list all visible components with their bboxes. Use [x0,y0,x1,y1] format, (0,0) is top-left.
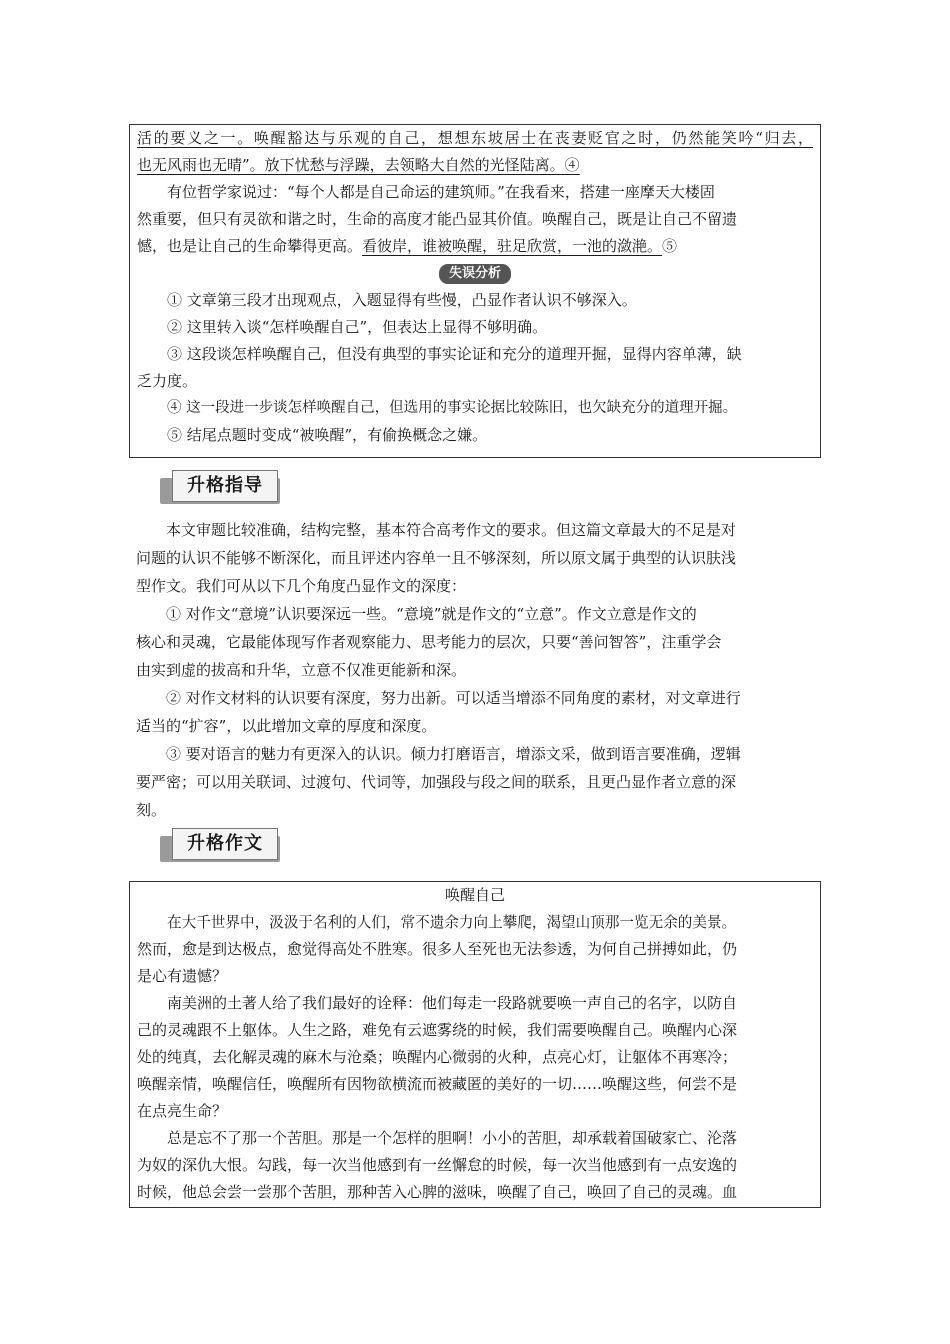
text-line: 时候，他总会尝一尝那个苦胆，那种苦入心脾的滋味，唤醒了自己，唤回了自己的灵魂。血 [137,1183,738,1201]
text-line: 由实到虚的拔高和升华，立意不仅准更能新和深。 [136,661,467,679]
analysis-item: ③ 这段谈怎样唤醒自己，但没有典型的事实论证和充分的道理开掘，显得内容单薄，缺 [167,345,742,363]
section-title: 升格作文 [172,828,278,860]
text-line: 问题的认识不能够不断深化，而且评述内容单一且不够深刻，所以原文属于典型的认识肤浅 [136,549,737,567]
text-line: 要严密；可以用关联词、过渡句、代词等，加强段与段之间的联系，且更凸显作者立意的深 [136,773,737,791]
text-line: 南美洲的土著人给了我们最好的诠释：他们每走一段路就要唤一声自己的名字，以防自 [167,994,738,1012]
marker-number: ⑤ [662,237,678,255]
text-line: 己的灵魂跟不上躯体。人生之路，难免有云遮雾绕的时候，我们需要唤醒自己。唤醒内心深 [137,1021,738,1039]
text-line: 适当的“扩容”，以此增加文章的厚度和深度。 [136,717,437,735]
text-line: 有位哲学家说过：“每个人都是自己命运的建筑师。”在我看来，搭建一座摩天大楼固 [167,183,715,201]
text-line: ① 对作文“意境”认识要深远一些。“意境”就是作文的“立意”。作文立意是作文的 [166,605,697,623]
text-line: 处的纯真，去化解灵魂的麻木与沧桑；唤醒内心微弱的火种，点亮心灯，让躯体不再寒冷； [137,1048,738,1066]
analysis-item: ⑤ 结尾点题时变成“被唤醒”，有偷换概念之嫌。 [167,426,488,444]
text-line [137,233,813,260]
text-line: 为奴的深仇大恨。勾践，每一次当他感到有一丝懈怠的时候，每一次当他感到有一点安逸的 [137,1156,738,1174]
upgraded-essay-box [129,881,821,1208]
badge-row [137,260,813,287]
analysis-item: ④ 这一段进一步谈怎样唤醒自己，但选用的事实论据比较陈旧，也欠缺充分的道理开掘。 [167,400,738,416]
error-analysis-badge: 失误分析 [439,264,511,284]
essay-title: 唤醒自己 [444,886,505,904]
analysis-item: 乏力度。 [137,372,198,390]
text-line: 唤醒亲情，唤醒信任，唤醒所有因物欲横流而被藏匿的美好的一切……唤醒这些，何尝不是 [137,1075,738,1093]
text-line: 本文审题比较准确，结构完整，基本符合高考作文的要求。但这篇文章最大的不足是对 [166,521,737,539]
underlined-text: 看彼岸，谁被唤醒，驻足欣赏，一池的潋滟。 [362,237,663,255]
text-line: 活的要义之一。唤醒豁达与乐观的自己，想想东坡居士在丧妻贬官之时，仍然能笑吟“归去， [137,129,813,147]
upgrade-guide-text [136,516,816,824]
text-line: 总是忘不了那一个苦胆。那是一个怎样的胆啊！小小的苦胆，却承载着国破家亡、沦落 [167,1129,738,1147]
text-line: ② 对作文材料的认识要有深度，努力出新。可以适当增添不同角度的素材，对文章进行 [166,689,741,707]
text-line: 型作文。我们可从以下几个角度凸显作文的深度： [136,577,467,595]
analysis-item: ① 文章第三段才出现观点，入题显得有些慢，凸显作者认识不够深入。 [167,291,637,309]
text-line: ③ 要对语言的魅力有更深入的认识。倾力打磨语言，增添文采，做到语言要准确，逻辑 [166,745,741,763]
text-line: 刻。 [136,801,167,819]
analysis-item: ② 这里转入谈“怎样唤醒自己”，但表达上显得不够明确。 [167,318,548,336]
text-line: 是心有遗憾？ [137,967,228,985]
section-title: 升格指导 [172,470,278,502]
text-segment: 憾，也是让自己的生命攀得更高。 [137,237,363,255]
text-line: 核心和灵魂，它最能体现写作者观察能力、思考能力的层次，只要“善问智答”，注重学会 [136,633,722,651]
text-line: 然而，愈是到达极点，愈觉得高处不胜寒。很多人至死也无法参透，为何自己拼搏如此，仍 [137,940,738,958]
text-line: 然重要，但只有灵欲和谐之时，生命的高度才能凸显其价值。唤醒自己，既是让自己不留遗 [137,210,738,228]
text-line: 在大千世界中，汲汲于名利的人们，常不遗余力向上攀爬，渴望山顶那一览无余的美景。 [167,914,737,931]
text-line: 在点亮生命？ [137,1102,228,1120]
underlined-text: 也无风雨也无晴”。放下忧愁与浮躁，去领略大自然的光怪陆离。④ [137,156,580,174]
text-line [137,152,813,179]
essay-excerpt-box [129,124,821,458]
